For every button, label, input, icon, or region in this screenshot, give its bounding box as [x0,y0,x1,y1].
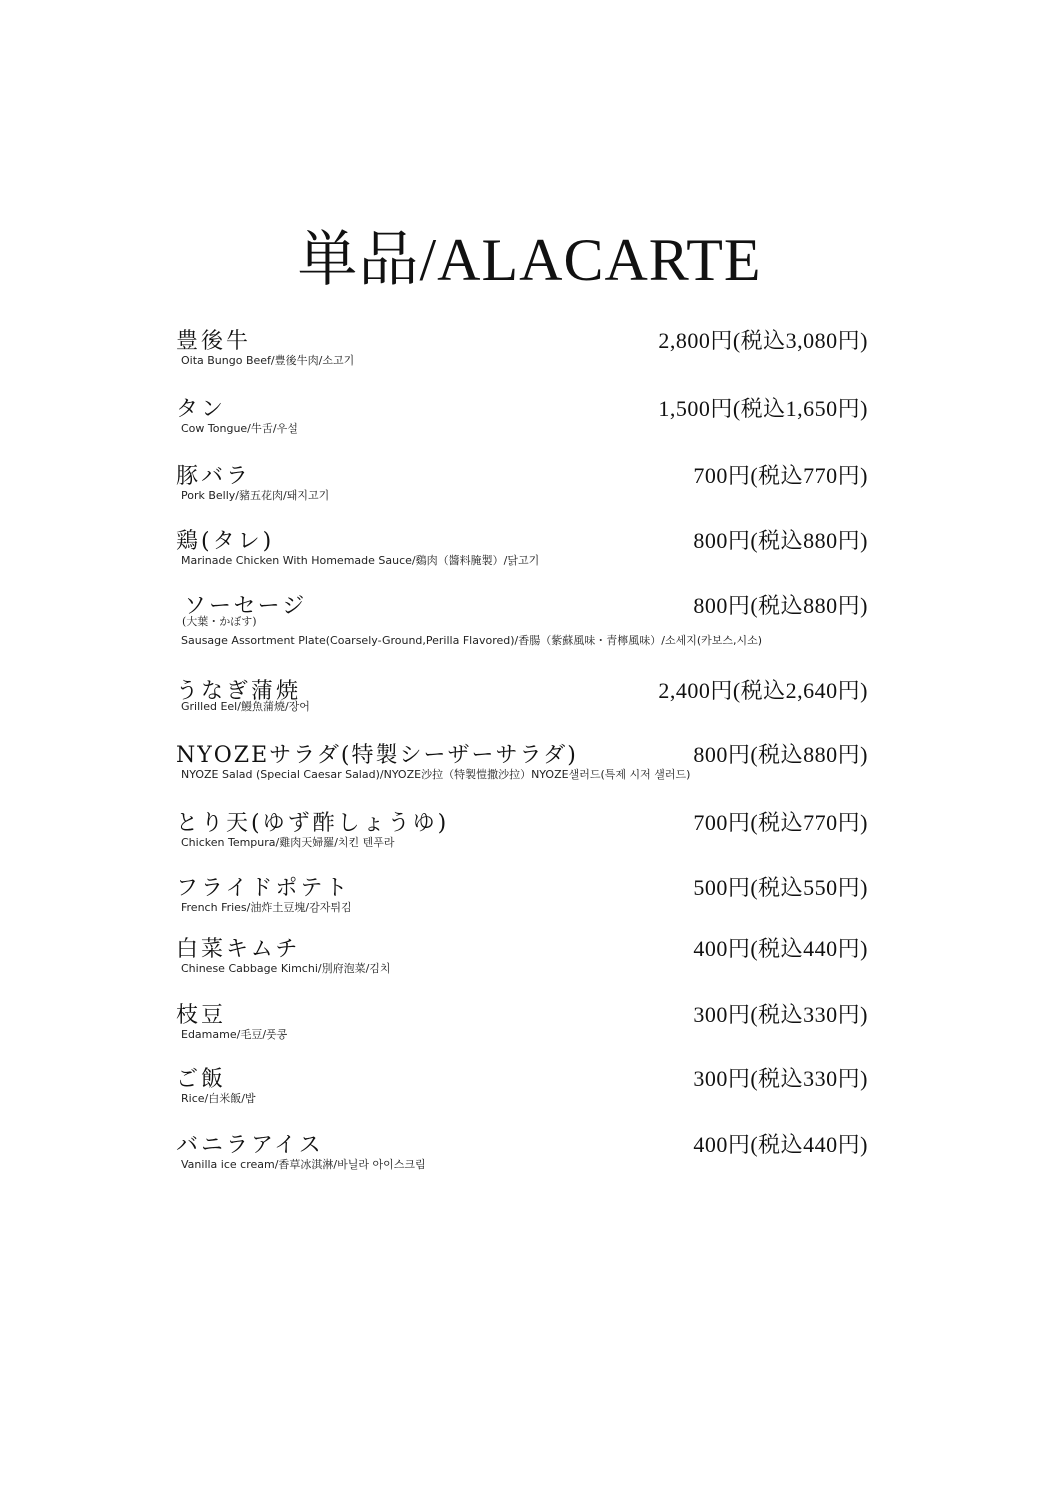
item-description: NYOZE Salad (Special Caesar Salad)/NYOZE沙拉（特製愷撒沙拉）NYOZE샐러드(특제 시저 샐러드) [181,768,691,781]
menu-item [176,806,876,850]
item-name: タン [176,397,227,422]
menu-item [176,871,876,915]
item-name: ご飯 [176,1067,227,1092]
item-price: 2,800円(税込3,080円) [658,328,868,353]
item-name: NYOZEサラダ(特製シーザーサラダ) [176,743,578,768]
item-name: 鶏(タレ) [176,529,275,554]
menu-item [176,738,876,782]
item-description: Vanilla ice cream/香草冰淇淋/바닐라 아이스크림 [181,1158,426,1171]
menu-item [176,932,876,976]
item-name: 豊後牛 [176,329,252,354]
item-price: 400円(税込440円) [693,1132,868,1157]
menu-item [176,998,876,1042]
item-description: Pork Belly/豬五花肉/돼지고기 [181,489,330,502]
item-price: 300円(税込330円) [693,1066,868,1091]
item-description: Chinese Cabbage Kimchi/別府泡菜/김치 [181,962,391,975]
item-description: French Fries/油炸土豆塊/감자튀김 [181,901,352,914]
item-note: (大葉・かぼす) [182,615,257,628]
item-price: 800円(税込880円) [693,742,868,767]
item-name: ソーセージ [184,594,308,619]
item-price: 700円(税込770円) [693,463,868,488]
menu-item [176,1062,876,1106]
item-price: 800円(税込880円) [693,593,868,618]
item-name: とり天(ゆず酢しょうゆ) [176,811,450,836]
item-name: 白菜キムチ [176,937,301,962]
item-price: 1,500円(税込1,650円) [658,396,868,421]
item-description: Chicken Tempura/雞肉天婦羅/치킨 텐푸라 [181,836,395,849]
item-description: Grilled Eel/鰻魚蒲燒/장어 [181,700,310,713]
item-description: Marinade Chicken With Homemade Sauce/鷄肉（醬料腌製）/닭고기 [181,554,540,567]
item-price: 500円(税込550円) [693,875,868,900]
item-description: Rice/白米飯/밥 [181,1092,256,1105]
item-description: Cow Tongue/牛舌/우설 [181,422,298,435]
item-price: 300円(税込330円) [693,1002,868,1027]
menu-item [176,524,876,568]
menu-item [176,1128,876,1172]
item-name: 枝豆 [176,1003,227,1028]
item-name: 豚バラ [176,464,252,489]
item-name: うなぎ蒲焼 [176,679,302,704]
item-description: Sausage Assortment Plate(Coarsely-Ground,Perilla Flavored)/香腸（紫蘇風味・青檸風味）/소세지(카보스,시소) [181,634,763,647]
item-price: 800円(税込880円) [693,528,868,553]
menu-item [176,392,876,436]
item-price: 2,400円(税込2,640円) [658,678,868,703]
menu-item [176,589,876,648]
menu-item [176,459,876,503]
item-price: 700円(税込770円) [693,810,868,835]
item-description: Edamame/毛豆/풋콩 [181,1028,288,1041]
menu-item [176,324,876,368]
item-price: 400円(税込440円) [693,936,868,961]
menu-item [176,674,876,714]
page-title: 単品/ALACARTE [297,227,762,293]
item-description: Oita Bungo Beef/豊後牛肉/소고기 [181,354,355,367]
item-name: フライドポテト [176,876,351,901]
item-name: バニラアイス [176,1133,324,1158]
